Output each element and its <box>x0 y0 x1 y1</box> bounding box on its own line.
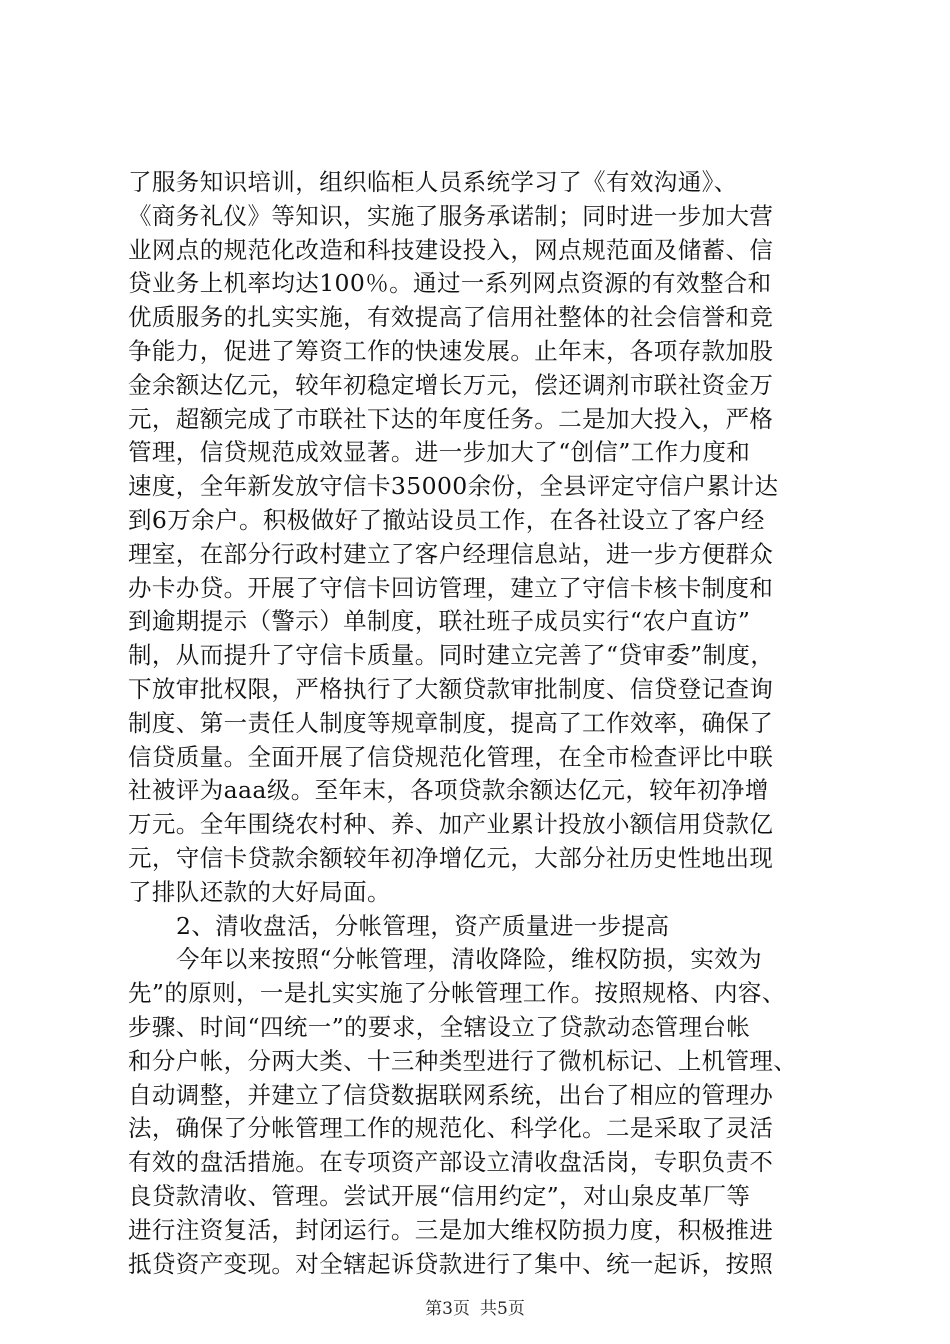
text-line: 了服务知识培训，组织临柜人员系统学习了《有效沟通》、 <box>128 168 738 196</box>
text-line: 社被评为aaa级。至年末，各项贷款余额达亿元，较年初净增 <box>128 776 769 805</box>
paragraph-start-line: 今年以来按照“分帐管理，清收降险，维权防损，实效为 <box>176 945 763 974</box>
section-heading: 2、清收盘活，分帐管理，资产质量进一步提高 <box>176 911 670 940</box>
text-line: 制度、第一责任人制度等规章制度，提高了工作效率，确保了 <box>128 708 774 737</box>
text-line: 管理，信贷规范成效显著。进一步加大了“创信”工作力度和 <box>128 438 751 467</box>
text-line: 万元。全年围绕农村种、养、加产业累计投放小额信用贷款亿 <box>128 810 774 839</box>
text-line: 和分户帐，分两大类、十三种类型进行了微机标记、上机管理、 <box>128 1046 798 1075</box>
text-line: 有效的盘活措施。在专项资产部设立清收盘活岗，专职负责不 <box>128 1148 774 1177</box>
text-line: 办卡办贷。开展了守信卡回访管理，建立了守信卡核卡制度和 <box>128 573 774 602</box>
text-line: 贷业务上机率均达100％。通过一系列网点资源的有效整合和 <box>128 269 772 298</box>
text-line: 了排队还款的大好局面。 <box>128 877 391 906</box>
text-line: 抵贷资产变现。对全辖起诉贷款进行了集中、统一起诉，按照 <box>128 1249 774 1278</box>
body-text <box>128 166 828 1281</box>
text-line: 到逾期提示（警示）单制度，联社班子成员实行“农户直访” <box>128 607 751 636</box>
text-line: 金余额达亿元，较年初稳定增长万元，偿还调剂市联社资金万 <box>128 370 774 399</box>
text-line: 到6万余户。积极做好了撤站设员工作，在各社设立了客户经 <box>128 505 765 534</box>
text-line: 优质服务的扎实实施，有效提高了信用社整体的社会信誉和竞 <box>128 303 774 332</box>
page-total: 共5页 <box>480 1299 525 1319</box>
page-number: 第3页 <box>425 1299 470 1319</box>
text-line: 业网点的规范化改造和科技建设投入，网点规范面及储蓄、信 <box>128 235 774 264</box>
text-line: 信贷质量。全面开展了信贷规范化管理，在全市检查评比中联 <box>128 742 774 771</box>
text-line: 法，确保了分帐管理工作的规范化、科学化。二是采取了灵活 <box>128 1114 774 1143</box>
text-line: 《商务礼仪》等知识，实施了服务承诺制；同时进一步加大营 <box>128 201 774 230</box>
text-line: 进行注资复活，封闭运行。三是加大维权防损力度，积极推进 <box>128 1215 774 1244</box>
page-footer <box>0 1298 950 1320</box>
text-line: 下放审批权限，严格执行了大额贷款审批制度、信贷登记查询 <box>128 674 774 703</box>
text-line: 元，超额完成了市联社下达的年度任务。二是加大投入，严格 <box>128 404 774 433</box>
text-line: 制，从而提升了守信卡质量。同时建立完善了“贷审委”制度， <box>128 641 775 670</box>
text-line: 良贷款清收、管理。尝试开展“信用约定”，对山泉皮革厂等 <box>128 1181 751 1210</box>
text-line: 步骤、时间“四统一”的要求，全辖设立了贷款动态管理台帐 <box>128 1012 751 1041</box>
text-line: 理室，在部分行政村建立了客户经理信息站，进一步方便群众 <box>128 539 774 568</box>
text-line: 自动调整，并建立了信贷数据联网系统，出台了相应的管理办 <box>128 1080 774 1109</box>
text-line: 先”的原则，一是扎实实施了分帐管理工作。按照规格、内容、 <box>128 979 786 1008</box>
text-line: 速度，全年新发放守信卡35000余份，全县评定守信户累计达 <box>128 472 779 501</box>
text-line: 元，守信卡贷款余额较年初净增亿元，大部分社历史性地出现 <box>128 843 774 872</box>
text-line: 争能力，促进了筹资工作的快速发展。止年末，各项存款加股 <box>128 336 774 365</box>
